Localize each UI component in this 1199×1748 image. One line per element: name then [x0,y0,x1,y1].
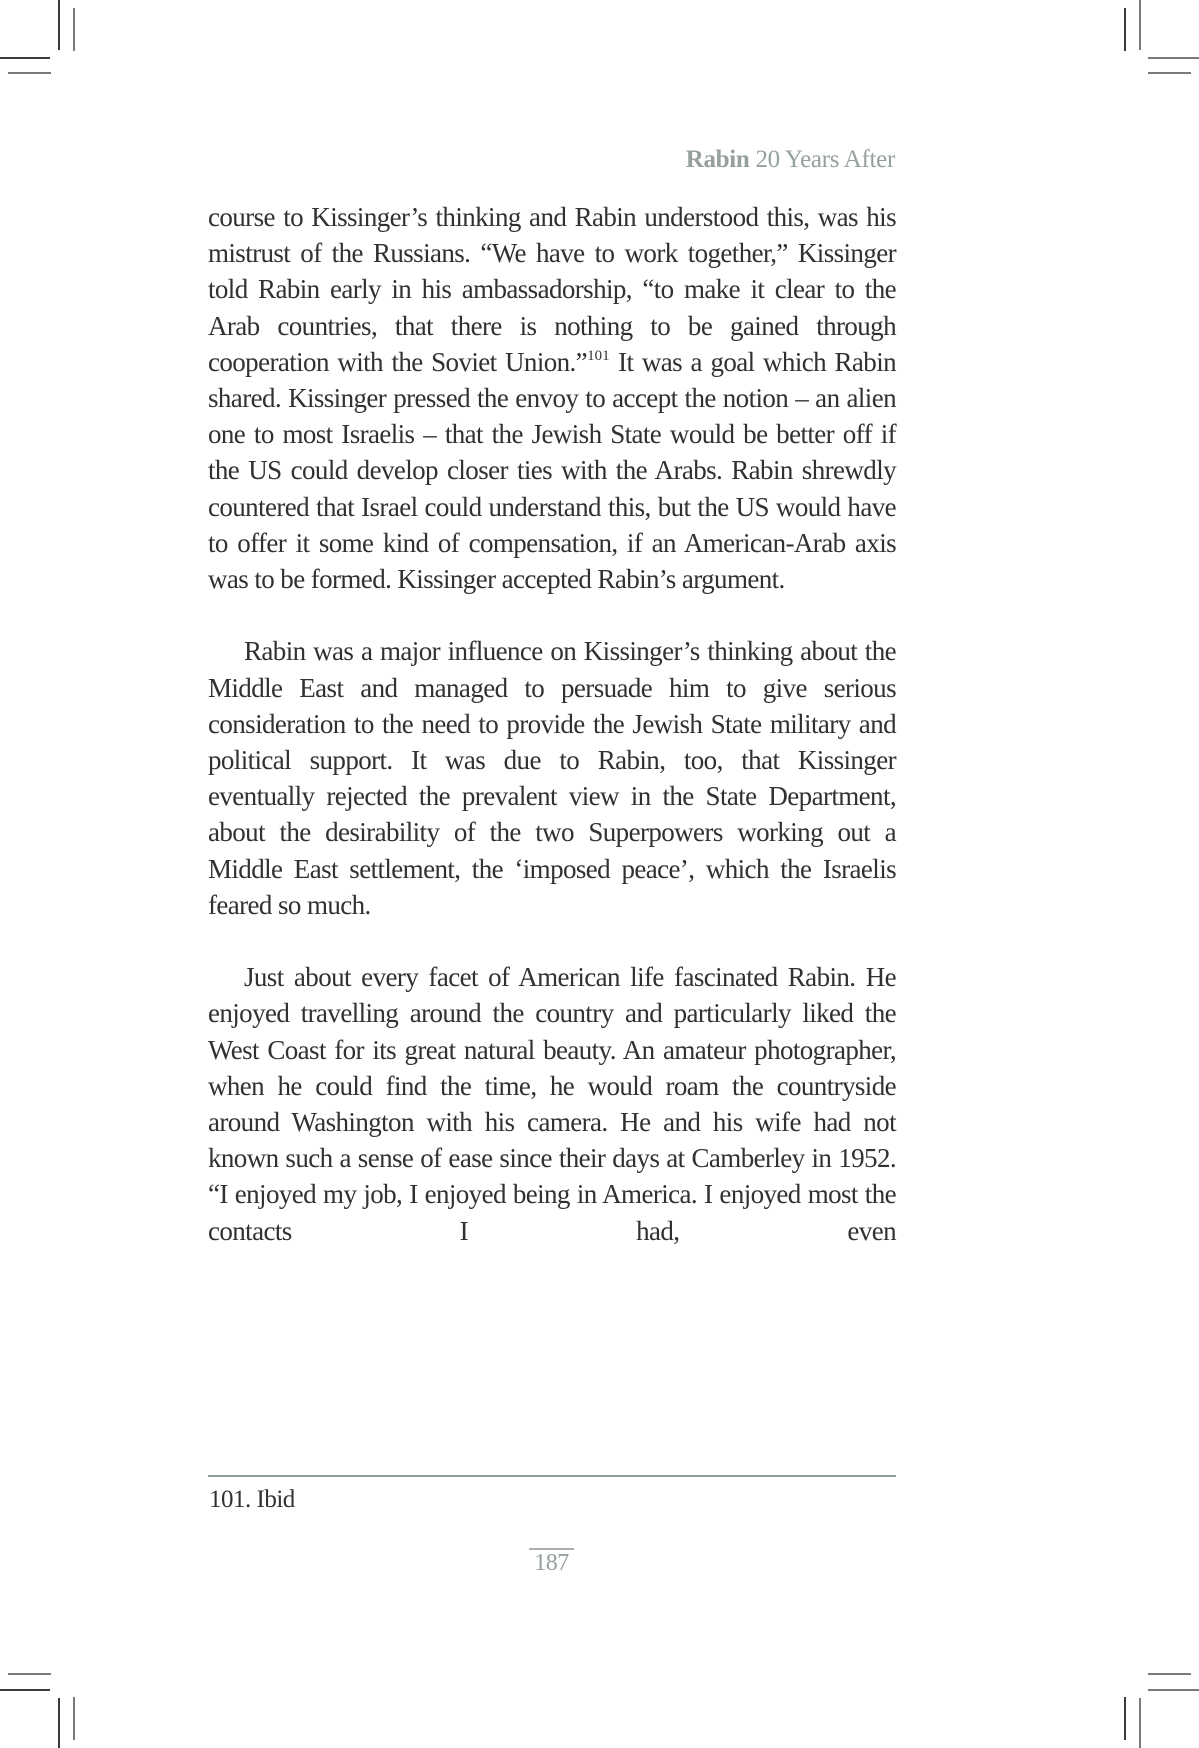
crop-mark-bottom-right-vertical-outer [1139,1698,1141,1748]
crop-mark-top-right-horizontal-outer [1148,57,1199,59]
paragraph [208,199,896,597]
crop-mark-bottom-right-vertical-inner [1124,1697,1126,1740]
crop-mark-top-right-vertical-inner [1124,8,1126,51]
crop-mark-bottom-right-horizontal-outer [1148,1689,1199,1691]
page-number: 187 [529,1548,574,1576]
crop-mark-top-left-horizontal-outer [0,57,50,59]
crop-mark-bottom-left-vertical-inner [73,1697,75,1740]
crop-mark-bottom-left-horizontal-outer [0,1689,50,1691]
running-head [686,146,895,174]
crop-mark-top-right-horizontal-inner [1148,72,1191,74]
running-head-bold: Rabin [685,146,750,173]
paragraph-text: It was a goal which Rabin shared. Kissinger pressed the envoy to accept the notion – an alien one to most Israelis – that the Jewish State would be better off if the US could develop closer ties with the Arabs. Rabin shrewdly countered that Israel could understand this, but the US would have to offer it some kind of compensation, if an American-Arab axis was to be formed. Kissinger accepted Rabin’s argument. [208,346,896,595]
crop-mark-top-right-vertical-outer [1139,0,1141,50]
crop-mark-bottom-right-horizontal-inner [1148,1673,1191,1675]
crop-mark-top-left-vertical-outer [58,0,60,50]
crop-mark-bottom-left-vertical-outer [58,1698,60,1748]
crop-mark-top-left-vertical-inner [73,8,75,51]
body-text [208,199,896,1249]
paragraph-text: course to Kissinger’s thinking and Rabin understood this, was his mistrust of the Russians. “We have to work together,” Kissinger told Rabin early in his ambassadorship, “to make it clear to the Arab countries, that there is nothing to be gained through cooperation with the Soviet Union.” [208,202,896,377]
crop-mark-bottom-left-horizontal-inner [8,1673,51,1675]
footnote-reference[interactable]: 101 [587,347,610,364]
paragraph: Rabin was a major influence on Kissinger’s thinking about the Middle East and managed to persuade him to give serious consideration to the need to provide the Jewish State military and political support. It was due to Rabin, too, that Kissinger eventually rejected the prevalent view in the State Department, about the desirability of the two Superpowers working out a Middle East settlement, the ‘imposed peace’, which the Israelis feared so much. [208,636,896,920]
running-head-rest: 20 Years After [749,146,895,173]
footnote-divider [208,1475,896,1477]
crop-mark-top-left-horizontal-inner [8,72,51,74]
paragraph: Just about every facet of American life fascinated Rabin. He enjoyed travelling around the country and particularly liked the West Coast for its great natural beauty. An amateur photographer, when he could find the time, he would roam the countryside around Washington with his camera. He and his wife had not known such a sense of ease since their days at Camberley in 1952. “I enjoyed my job, I enjoyed being in America. I enjoyed most the contacts I had, even [208,962,896,1246]
footnote: 101. Ibid [209,1486,295,1513]
